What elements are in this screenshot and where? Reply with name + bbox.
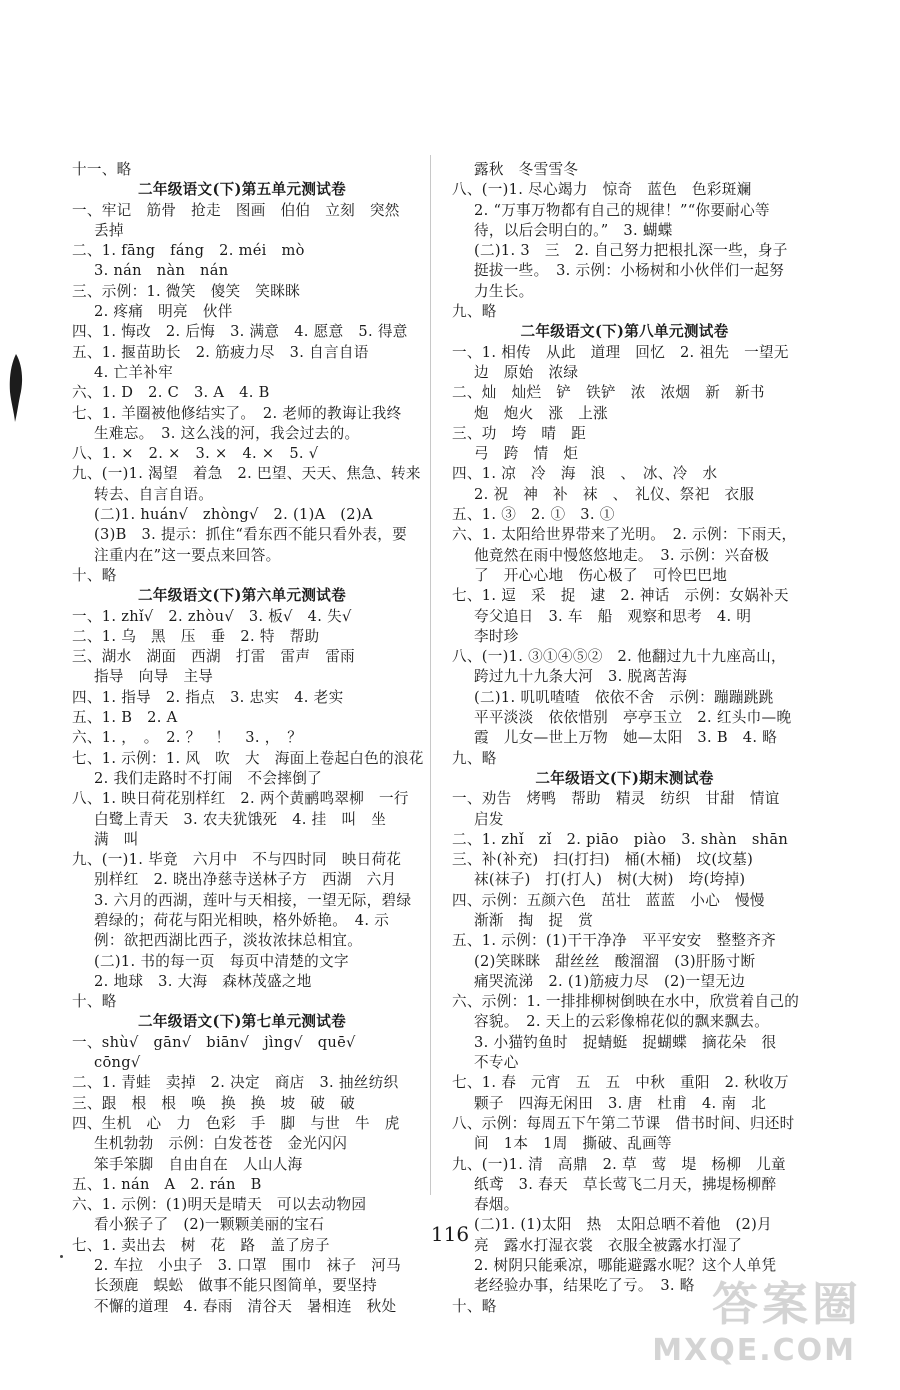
watermark-logo bbox=[652, 1277, 880, 1378]
watermark-text: 答案圈 bbox=[712, 1277, 862, 1331]
answer-line: 七、1. 卖出去 树 花 路 盖了房子 bbox=[72, 1236, 330, 1254]
answer-line: 2. 我们走路时不打闹 不会摔倒了 bbox=[94, 769, 322, 787]
answer-line: 四、1. 悔改 2. 后悔 3. 满意 4. 愿意 5. 得意 bbox=[72, 323, 408, 341]
answer-line: 白鹭上青天 3. 农夫犹饿死 4. 挂 叫 坐 bbox=[94, 810, 387, 828]
answer-line: 一、劝告 烤鸭 帮助 精灵 纺织 甘甜 情谊 bbox=[452, 790, 780, 808]
answer-line: 别样红 2. 晓出净慈寺送林子方 西湖 六月 bbox=[94, 871, 397, 889]
answer-line: 生机勃勃 示例：白发苍苍 金光闪闪 bbox=[94, 1135, 348, 1153]
answer-line: 六、1. D 2. C 3. A 4. B bbox=[72, 384, 270, 402]
answer-line: 十、略 bbox=[72, 566, 117, 584]
answer-line: 容貌。 2. 天上的云彩像棉花似的飘来飘去。 bbox=[474, 1013, 770, 1031]
page-number: 116 bbox=[430, 1222, 470, 1246]
answer-line: 亮 露水打湿衣裳 衣服全被露水打湿了 bbox=[474, 1236, 743, 1254]
answer-line: 例：欲把西湖比西子，淡妆浓抹总相宜。 bbox=[94, 932, 363, 950]
answer-line: 碧绿的；荷花与阳光相映，格外娇艳。 4. 示 bbox=[94, 911, 390, 929]
answer-line: 二、灿 灿烂 铲 铁铲 浓 浓烟 新 新书 bbox=[452, 384, 765, 402]
answer-line: 炮 炮火 涨 上涨 bbox=[474, 404, 609, 422]
answer-line: 九、(一)1. 毕竟 六月中 不与四时同 映日荷花 bbox=[72, 851, 402, 869]
answer-line: 十、略 bbox=[452, 1297, 497, 1315]
answer-line: 2. 车拉 小虫子 3. 口罩 围巾 袜子 河马 bbox=[94, 1257, 402, 1275]
answer-line: 跨过九十九条大河 3. 脱离苦海 bbox=[474, 668, 688, 686]
answer-line: 七、1. 示例：1. 风 吹 大 海面上卷起白色的浪花 bbox=[72, 749, 424, 767]
answer-line: 春烟。 bbox=[474, 1196, 519, 1214]
section-title: 二年级语文(下)第六单元测试卷 bbox=[137, 587, 347, 605]
answer-line: 丢掉 bbox=[94, 221, 124, 239]
answer-line: 六、1. 太阳给世界带来了光明。 2. 示例：下雨天， bbox=[452, 526, 797, 544]
answer-line: 七、1. 逗 采 捉 逮 2. 神话 示例：女娲补天 bbox=[452, 587, 789, 605]
answer-line: 笨手笨脚 自由自在 人山人海 bbox=[94, 1155, 303, 1173]
answer-line: 四、1. 凉 冷 海 浪 、 冰、冷 水 bbox=[452, 465, 718, 483]
answer-line: 生难忘。 3. 这么浅的河，我会过去的。 bbox=[94, 424, 360, 442]
answer-line: 4. 亡羊补牢 bbox=[94, 363, 174, 381]
answer-line: 四、示例：五颜六色 茁壮 蓝蓝 小心 慢慢 bbox=[452, 891, 765, 909]
answer-line: 不专心 bbox=[474, 1054, 519, 1072]
answer-line: 六、示例：1. 一排排柳树倒映在水中，欣赏着自己的 bbox=[452, 993, 800, 1011]
answer-line: 五、1. nán A 2. rán B bbox=[72, 1175, 262, 1193]
answer-line: (二)1. huán√ zhòng√ 2. (1)A (2)A bbox=[94, 506, 373, 524]
answer-line: 九、略 bbox=[452, 749, 497, 767]
answer-column-right bbox=[452, 160, 800, 1317]
answer-column-left bbox=[72, 160, 424, 1317]
answer-line: 露秋 冬雪雪冬 bbox=[474, 161, 579, 178]
answer-line: 六、1. 示例：(1)明天是晴天 可以去动物园 bbox=[72, 1196, 367, 1214]
answer-line: 二、1. fāng fáng 2. méi mò bbox=[72, 242, 305, 260]
answer-line: 七、1. 羊圈被他修结实了。 2. 老师的教诲让我终 bbox=[72, 404, 402, 422]
answer-line: 不懈的道理 4. 春雨 清谷天 暑相连 秋处 bbox=[94, 1297, 397, 1315]
answer-line: 2. 祝 神 补 袜 、 礼仪、祭祀 衣服 bbox=[474, 485, 755, 503]
answer-line: 八、示例：每周五下午第二节课 借书时间、归还时 bbox=[452, 1114, 795, 1132]
answer-line: 一、1. 相传 从此 道理 回忆 2. 祖先 一望无 bbox=[452, 343, 789, 361]
answer-line: 间 1本 1周 撕破、乱画等 bbox=[474, 1135, 672, 1153]
answer-line: 注重内在”这一要点来回答。 bbox=[94, 546, 281, 564]
answer-line: 三、跟 根 根 唤 换 换 坡 破 破 bbox=[72, 1094, 355, 1112]
column-divider bbox=[430, 155, 431, 1195]
section-title: 二年级语文(下)第八单元测试卷 bbox=[520, 323, 729, 341]
answer-line: 满 叫 bbox=[94, 830, 139, 848]
answer-line: 八、1. 映日荷花别样红 2. 两个黄鹂鸣翠柳 一行 bbox=[72, 790, 409, 808]
answer-line: 平平淡淡 依依惜别 亭亭玉立 2. 红头巾—晚 bbox=[474, 709, 792, 727]
answer-line: 夸父追日 3. 车 船 观察和思考 4. 明 bbox=[474, 607, 752, 625]
section-title: 二年级语文(下)第五单元测试卷 bbox=[137, 181, 347, 199]
answer-line: 八、(一)1. ③①④⑤② 2. 他翻过九十九座高山， bbox=[452, 648, 786, 666]
answer-line: 2. “万事万物都有自己的规律！”“你要耐心等 bbox=[474, 201, 770, 219]
answer-line: 霞 儿女—世上万物 她—太阳 3. B 4. 略 bbox=[474, 729, 778, 747]
section-title: 二年级语文(下)期末测试卷 bbox=[535, 769, 714, 787]
answer-line: 边 原始 浓绿 bbox=[474, 363, 579, 381]
answer-line: 四、生机 心 力 色彩 手 脚 与世 牛 虎 bbox=[72, 1114, 400, 1132]
answer-line: (3)B 3. 提示：抓住“看东西不能只看外表，要 bbox=[94, 526, 408, 544]
answer-line: 待，以后会明白的。” 3. 蝴蝶 bbox=[474, 221, 673, 239]
answer-line: 他竟然在雨中慢悠悠地走。 3. 示例：兴奋极 bbox=[474, 546, 770, 564]
answer-line: 挺拔一些。 3. 示例：小杨树和小伙伴们一起努 bbox=[474, 262, 785, 280]
answer-line: 八、1. × 2. × 3. × 4. × 5. √ bbox=[72, 445, 319, 463]
answer-line: 痛哭流涕 2. (1)筋疲力尽 (2)一望无边 bbox=[474, 972, 746, 990]
answer-line: 2. 树阴只能乘凉，哪能避露水呢？这个人单凭 bbox=[474, 1257, 777, 1275]
answer-line: 一、1. zhǐ√ 2. zhòu√ 3. 板√ 4. 失√ bbox=[72, 607, 352, 625]
answer-line: 七、1. 春 元宵 五 五 中秋 重阳 2. 秋收万 bbox=[452, 1074, 789, 1092]
answer-line: 五、1. B 2. A bbox=[72, 709, 178, 727]
answer-line: 李时珍 bbox=[474, 627, 519, 645]
answer-line: 二、1. zhǐ zǐ 2. piāo piào 3. shàn shān bbox=[452, 830, 789, 848]
answer-line: 九、略 bbox=[452, 303, 497, 321]
answer-line: 弓 跨 情 炬 bbox=[474, 445, 579, 463]
answer-line: 颗子 四海无闲田 3. 唐 杜甫 4. 南 北 bbox=[474, 1094, 767, 1112]
answer-line: 二、1. 乌 黑 压 垂 2. 特 帮助 bbox=[72, 627, 320, 645]
answer-line: 了 开心心地 伤心极了 可怜巴巴地 bbox=[474, 566, 728, 584]
answer-line: 启发 bbox=[474, 810, 504, 828]
answer-line: 指导 向导 主导 bbox=[94, 668, 214, 686]
answer-line: (二)1. 3 三 2. 自己努力把根扎深一些，身子 bbox=[474, 242, 788, 260]
answer-line: 力生长。 bbox=[474, 282, 534, 300]
answer-line: 三、功 垮 晴 距 bbox=[452, 424, 587, 442]
answer-line: 渐渐 掏 捉 赏 bbox=[474, 911, 594, 929]
answer-line: (二)1. 叽叽喳喳 依依不舍 示例：蹦蹦跳跳 bbox=[474, 688, 774, 706]
answer-line: 六、1. ， 。 2. ？ ！ 3. ， ？ bbox=[72, 729, 303, 747]
answer-line: 二、1. 青蛙 卖掉 2. 决定 商店 3. 抽丝纺织 bbox=[72, 1074, 399, 1092]
answer-line: 袜(袜子) 打(打人) 树(大树) 垮(垮掉) bbox=[474, 871, 746, 889]
stray-dot bbox=[60, 1255, 63, 1258]
answer-line: (二)1. 书的每一页 每页中清楚的文字 bbox=[94, 952, 349, 970]
answer-line: 九、(一)1. 渴望 着急 2. 巴望、天天、焦急、转来 bbox=[72, 465, 421, 483]
section-title: 二年级语文(下)第七单元测试卷 bbox=[137, 1013, 347, 1031]
answer-line: 一、shù√ gān√ biān√ jìng√ quē√ bbox=[72, 1033, 356, 1051]
answer-line: 五、1. ③ 2. ① 3. ① bbox=[452, 506, 615, 524]
answer-line: 八、(一)1. 尽心竭力 惊奇 蓝色 色彩斑斓 bbox=[452, 181, 752, 199]
answer-line: 长颈鹿 蜈蚣 做事不能只图简单，要坚持 bbox=[94, 1277, 377, 1295]
watermark-url: MXQE.COM bbox=[652, 1333, 856, 1368]
answer-line: 五、1. 示例：(1)干干净净 平平安安 整整齐齐 bbox=[452, 932, 777, 950]
answer-line: 2. 疼痛 明亮 伙伴 bbox=[94, 303, 233, 321]
answer-line: 3. 六月的西湖，莲叶与天相接，一望无际，碧绿 bbox=[94, 891, 412, 909]
answer-line: 一、牢记 筋骨 抢走 图画 伯伯 立刻 突然 bbox=[72, 201, 400, 219]
answer-line: 三、补(补充) 扫(打扫) 桶(木桶) 坟(坟墓) bbox=[452, 851, 754, 869]
answer-line: 3. 小猫钓鱼时 捉蜻蜓 捉蝴蝶 摘花朵 很 bbox=[474, 1033, 777, 1051]
answer-line: cōng√ bbox=[94, 1054, 141, 1072]
answer-line: 3. nán nàn nán bbox=[94, 262, 229, 280]
answer-line: 五、1. 揠苗助长 2. 筋疲力尽 3. 自言自语 bbox=[72, 343, 369, 361]
answer-line: 四、1. 指导 2. 指点 3. 忠实 4. 老实 bbox=[72, 688, 344, 706]
answer-line: 三、湖水 湖面 西湖 打雷 雷声 雷雨 bbox=[72, 648, 355, 666]
answer-line: (二)1. (1)太阳 热 太阳总晒不着他 (2)月 bbox=[474, 1216, 773, 1234]
answer-line: 十、略 bbox=[72, 993, 117, 1011]
answer-line: 看小猴子了 (2)一颗颗美丽的宝石 bbox=[94, 1216, 325, 1234]
answer-line: 2. 地球 3. 大海 森林茂盛之地 bbox=[94, 972, 312, 990]
answer-line: 九、(一)1. 清 高鼎 2. 草 莺 堤 杨柳 儿童 bbox=[452, 1155, 786, 1173]
answer-line: (2)笑眯眯 甜丝丝 酸溜溜 (3)肝肠寸断 bbox=[474, 952, 756, 970]
answer-line: 纸鸢 3. 春天 草长莺飞二月天，拂堤杨柳醉 bbox=[474, 1175, 777, 1193]
answer-line: 三、示例：1. 微笑 傻笑 笑眯眯 bbox=[72, 282, 300, 300]
answer-line: 十一、略 bbox=[72, 161, 132, 178]
answer-line: 转去、自言自语。 bbox=[94, 485, 214, 503]
binding-mark bbox=[6, 352, 26, 424]
answer-line: 老经验办事，结果吃了亏。 3. 略 bbox=[474, 1277, 695, 1295]
